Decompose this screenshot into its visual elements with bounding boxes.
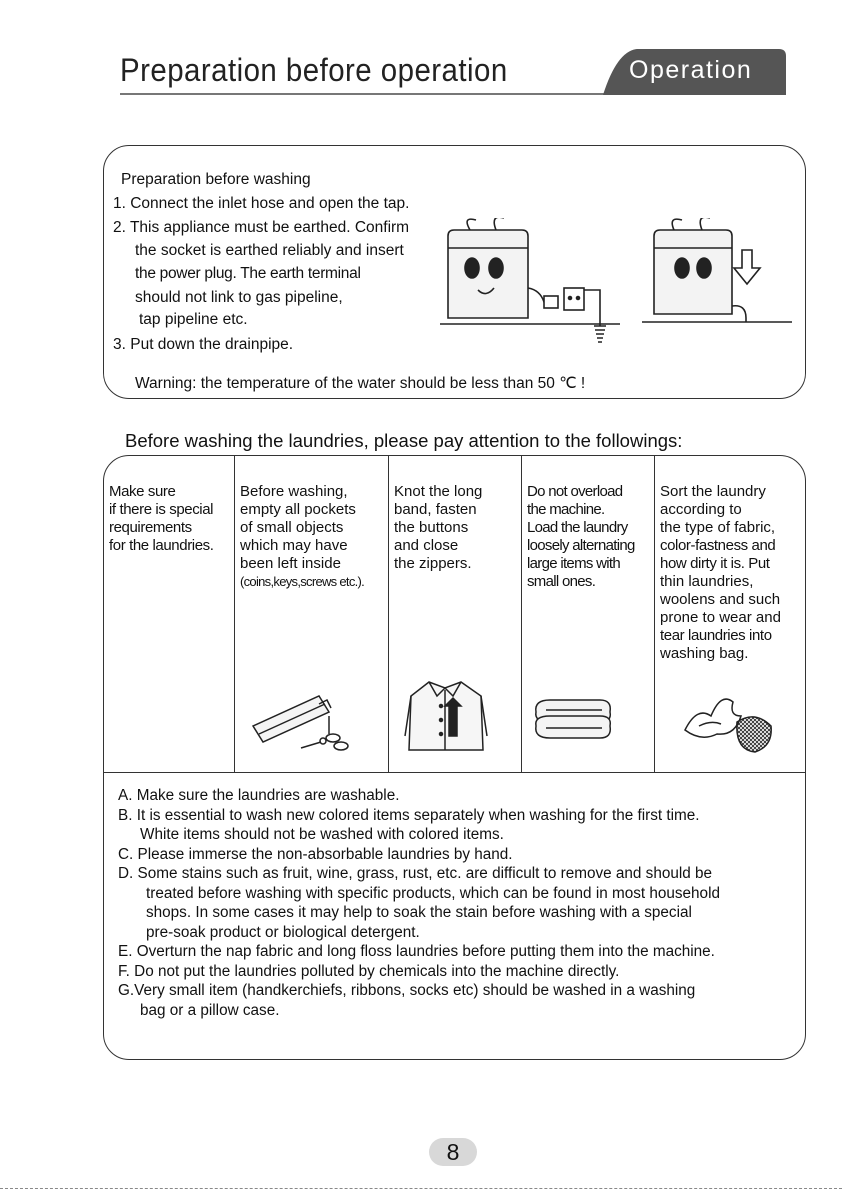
tip-line: the type of fabric, [660,519,776,536]
note-f: F. Do not put the laundries polluted by chemicals into the machine directly. [118,962,620,980]
washing-machine-drain-icon [642,218,792,328]
tips-divider [104,772,805,773]
tip-text [394,483,482,573]
note-b-continued: White items should not be washed with colored items. [140,826,504,843]
tip-line: for the laundries. [109,537,214,554]
tip-line: Load the laundry [527,519,628,536]
shirt-icon [401,676,491,756]
prep-step-2-line-4: should not link to gas pipeline, [135,289,343,306]
tip-line: Knot the long [394,483,483,500]
note-g-continued: bag or a pillow case. [140,1001,280,1019]
tip-line: color-fastness and [660,537,776,554]
tip-text [109,483,214,555]
laundry-tips-box [103,455,806,1060]
page-title: Preparation before operation [120,52,508,88]
tip-line: which may have [240,537,348,554]
prep-step-1: 1. Connect the inlet hose and open the tap. [113,195,410,212]
washing-machine-plug-icon [440,218,620,358]
tip-line: Make sure [109,483,176,500]
prep-heading: Preparation before washing [121,171,311,188]
tip-line: of small objects [240,519,344,536]
tip-line: the buttons [394,519,469,536]
preparation-box [103,145,806,399]
tip-line: according to [660,501,742,518]
tip-line: the zippers. [394,555,472,572]
tip-column-knot-band [389,456,522,773]
tip-line: and close [394,537,459,554]
note-d-continued: shops. In some cases it may help to soak the stain before washing with a special [146,904,692,921]
tip-line: band, fasten [394,501,477,518]
prep-step-2-line-5: tap pipeline etc. [139,311,248,328]
tip-line: tear laundries into [660,627,772,644]
section-tab-label: Operation [629,56,753,84]
washing-bag-icon [681,686,781,758]
tip-line: thin laundries, [660,573,754,590]
tip-line: been left inside [240,555,341,572]
folded-laundry-icon [530,692,616,746]
before-washing-heading: Before washing the laundries, please pay attention to the followings: [125,430,683,451]
tip-column-empty-pockets [235,456,389,773]
tip-column-do-not-overload [522,456,655,773]
tip-line: small ones. [527,573,596,590]
tip-column-special-requirements [104,456,235,773]
pocket-items-icon [249,686,359,756]
note-e: E. Overturn the nap fabric and long floss laundries before putting them into the machine. [118,943,715,960]
tip-line: large items with [527,555,621,572]
note-g: G.Very small item (handkerchiefs, ribbons, socks etc) should be washed in a washing [118,982,696,999]
tip-line: prone to wear and [660,609,781,626]
note-b: B. It is essential to wash new colored items separately when washing for the first time. [118,806,700,824]
tip-line: (coins,keys,screws etc.). [240,574,365,589]
tip-text [660,483,781,663]
tip-line: Sort the laundry [660,483,766,500]
tip-line: the machine. [527,501,605,518]
note-d-continued: treated before washing with specific products, which can be found in most household [146,884,720,902]
prep-step-3: 3. Put down the drainpipe. [113,336,294,353]
prep-step-2: 2. This appliance must be earthed. Confirm [113,219,410,236]
tip-line: loosely alternating [527,537,635,554]
section-tab [603,47,786,95]
prep-warning: Warning: the temperature of the water should be less than 50 ℃ ! [135,375,586,392]
tip-text [527,483,635,591]
note-c: C. Please immerse the non-absorbable laundries by hand. [118,845,513,863]
tip-line: requirements [109,519,192,536]
note-d-continued: pre-soak product or biological detergent. [146,923,420,941]
tip-line: washing bag. [660,645,749,662]
washing-notes [118,786,720,1020]
tip-line: Do not overload [527,483,623,500]
bottom-rule [0,1188,842,1189]
tip-column-sort-laundry [655,456,807,773]
tip-line: if there is special [109,501,214,518]
tip-line: how dirty it is. Put [660,555,770,572]
tip-line: empty all pockets [240,501,356,518]
note-a: A. Make sure the laundries are washable. [118,787,400,804]
prep-step-2-line-3: the power plug. The earth terminal [135,265,361,282]
prep-step-2-line-2: the socket is earthed reliably and insert [135,242,404,259]
note-d: D. Some stains such as fruit, wine, grass, rust, etc. are difficult to remove and should be [118,865,713,882]
tip-line: Before washing, [240,483,348,500]
page-number: 8 [429,1138,477,1166]
tip-text [240,483,364,591]
tip-line: woolens and such [660,591,781,608]
